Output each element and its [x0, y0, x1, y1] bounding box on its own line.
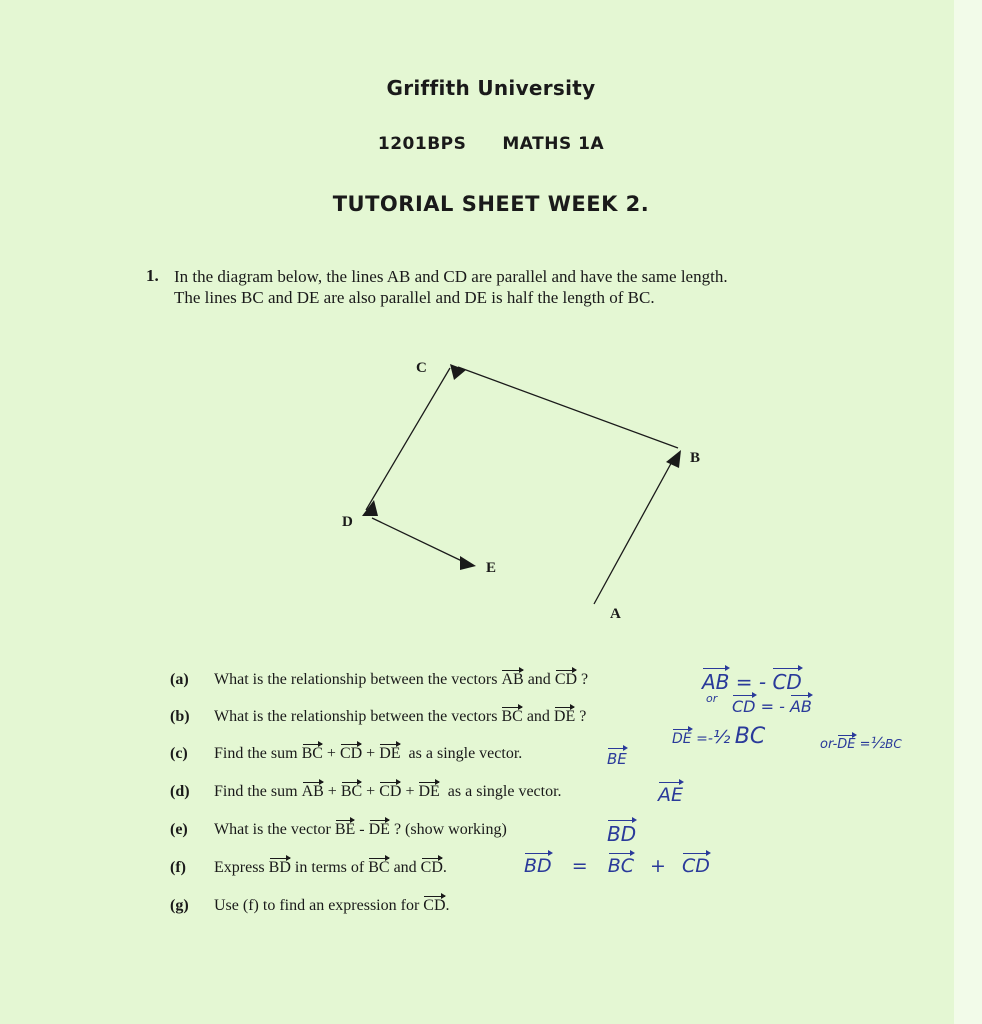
part-g-text: Use (f) to find an expression for — [214, 897, 420, 914]
part-d — [170, 783, 562, 801]
part-a-text: What is the relationship between the vectors — [214, 671, 498, 688]
hw-bc: BC — [734, 724, 766, 749]
part-f-period: . — [442, 859, 447, 876]
part-e — [170, 821, 507, 839]
answer-f — [524, 855, 710, 877]
hw-bc: BC — [885, 737, 902, 751]
part-f-label: (f) — [170, 859, 186, 876]
part-c — [170, 745, 522, 763]
hw-vector-bd: BD — [607, 822, 637, 846]
hw-equals-neg: = - — [735, 670, 767, 694]
part-e-tail: ? (show working) — [393, 821, 507, 838]
vector-bc: BC — [501, 708, 523, 725]
answer-a-or: or — [706, 692, 718, 705]
part-a-label: (a) — [170, 671, 189, 688]
vector-bc: BC — [301, 745, 323, 762]
part-b-text: What is the relationship between the vectors — [214, 708, 498, 725]
part-b-label: (b) — [170, 708, 190, 725]
arrowhead-c — [450, 364, 466, 380]
vector-bc: BC — [340, 783, 363, 800]
part-a — [170, 671, 588, 689]
vector-de: DE — [379, 745, 401, 762]
university-name: Griffith University — [386, 76, 596, 100]
label-e: E — [486, 560, 497, 576]
segment-de — [372, 518, 464, 562]
part-d-text: Find the sum — [214, 783, 298, 800]
answer-b-alt — [820, 734, 902, 752]
vector-de: DE — [553, 708, 576, 725]
hw-equals: = — [571, 855, 588, 877]
label-b: B — [690, 450, 701, 466]
vector-cd: CD — [423, 897, 446, 914]
hw-vector-de: DE — [837, 737, 856, 752]
vector-cd: CD — [554, 671, 578, 688]
part-a-qmark: ? — [581, 671, 589, 688]
hw-vector-ae: AE — [658, 784, 684, 806]
plus-sign: + — [405, 783, 415, 800]
part-b-qmark: ? — [579, 708, 587, 725]
vector-cd: CD — [339, 745, 363, 762]
question-number: 1. — [146, 266, 159, 285]
label-a: A — [610, 606, 621, 622]
part-g — [170, 897, 450, 915]
hw-vector-bc: BC — [607, 855, 634, 877]
hw-vector-ab: AB — [702, 670, 730, 694]
answer-d — [658, 784, 683, 806]
hw-vector-bd: BD — [524, 855, 552, 877]
hw-vector-cd: CD — [732, 697, 756, 716]
answer-b — [672, 724, 765, 749]
answer-a-alt — [732, 697, 812, 716]
answer-e — [607, 822, 636, 846]
part-g-label: (g) — [170, 897, 189, 914]
vector-ab: AB — [501, 671, 524, 688]
part-d-tail: as a single vector. — [447, 783, 562, 800]
part-c-tail: as a single vector. — [408, 745, 523, 762]
hw-vector-cd: CD — [772, 670, 802, 694]
plus-sign: + — [327, 783, 337, 800]
part-e-label: (e) — [170, 821, 188, 838]
plus-sign: + — [326, 745, 336, 762]
vector-ab: AB — [301, 783, 324, 800]
plus-sign: + — [366, 745, 376, 762]
vector-de: DE — [368, 821, 390, 838]
segment-bc — [458, 367, 678, 448]
hw-vector-be: BE — [607, 750, 627, 768]
part-d-label: (d) — [170, 783, 190, 800]
segment-ab — [594, 458, 674, 604]
part-f-and: and — [393, 859, 417, 876]
vector-bd: BD — [268, 859, 291, 876]
hw-half: ½ — [870, 734, 886, 752]
label-c: C — [416, 360, 427, 376]
part-f — [170, 859, 447, 877]
hw-or-neg: or- — [820, 737, 838, 752]
hw-vector-de: DE — [672, 731, 692, 747]
vector-bc: BC — [368, 859, 390, 876]
hw-equals: = — [859, 737, 871, 752]
question-line-2: The lines BC and DE are also parallel and DE is half the length of BC. — [174, 288, 655, 307]
answer-a — [702, 670, 802, 694]
course-name: MATHS 1A — [502, 134, 605, 154]
plus-sign: + — [366, 783, 376, 800]
sheet-title: TUTORIAL SHEET WEEK 2. — [332, 192, 650, 216]
question-line-1: In the diagram below, the lines AB and CD are parallel and have the same length. — [174, 267, 728, 286]
part-c-label: (c) — [170, 745, 188, 762]
vector-be: BE — [334, 821, 356, 838]
part-g-period: . — [445, 897, 450, 914]
part-f-text: Express — [214, 859, 265, 876]
part-c-text: Find the sum — [214, 745, 298, 762]
answer-c — [607, 750, 627, 768]
arrowhead-e — [460, 556, 476, 570]
vector-cd: CD — [420, 859, 443, 876]
hw-equals-neg: = - — [760, 697, 785, 716]
hw-half: ½ — [712, 727, 731, 748]
hw-vector-cd: CD — [682, 855, 710, 877]
segment-cd — [366, 368, 450, 510]
hw-equals-neg: =- — [696, 731, 713, 747]
part-b — [170, 708, 586, 726]
part-f-mid: in terms of — [294, 859, 365, 876]
vector-cd: CD — [379, 783, 402, 800]
vector-de: DE — [418, 783, 440, 800]
minus-sign: - — [359, 821, 365, 838]
arrowhead-b — [666, 450, 681, 468]
course-code: 1201BPS — [377, 134, 467, 154]
label-d: D — [342, 514, 353, 530]
hw-plus: + — [650, 855, 666, 877]
part-b-and: and — [526, 708, 550, 725]
part-e-text: What is the vector — [214, 821, 331, 838]
hw-vector-ab: AB — [789, 697, 812, 716]
part-a-and: and — [527, 671, 551, 688]
